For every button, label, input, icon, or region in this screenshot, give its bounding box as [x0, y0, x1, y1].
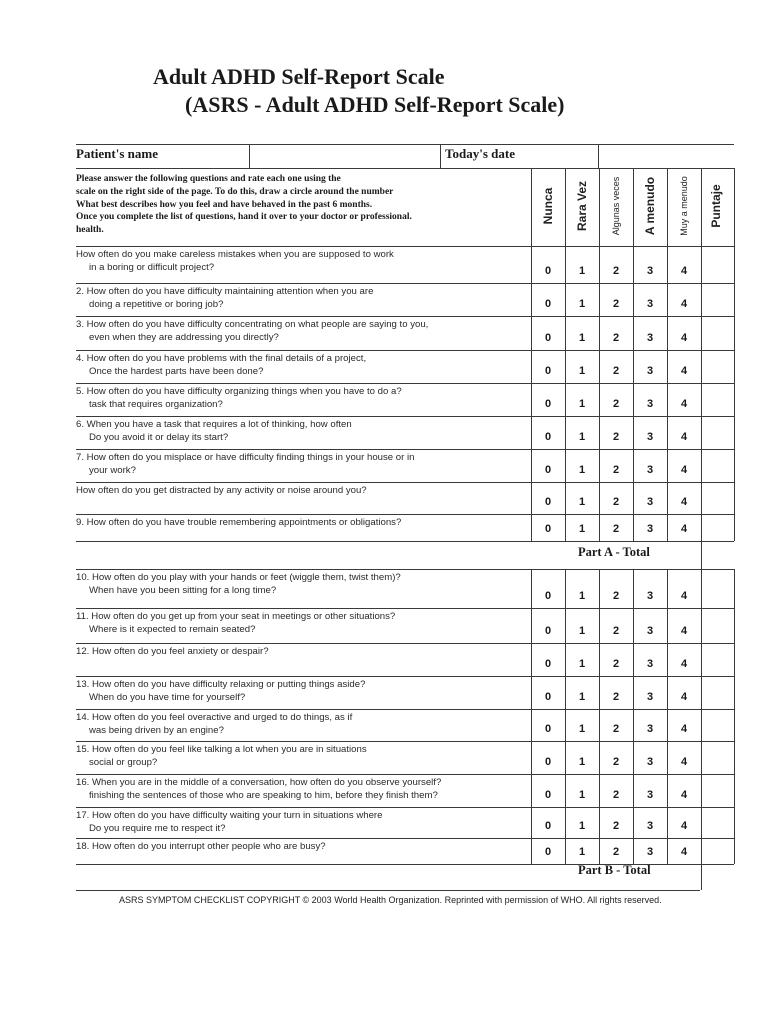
- question-row: [76, 679, 528, 704]
- score-option-3[interactable]: 3: [646, 846, 654, 858]
- score-option-0[interactable]: 0: [544, 464, 552, 476]
- score-option-0[interactable]: 0: [544, 756, 552, 768]
- grid-line: [667, 168, 668, 541]
- question-row: [76, 485, 528, 498]
- question-row: [76, 646, 528, 659]
- score-option-2[interactable]: 2: [612, 298, 620, 310]
- score-option-1[interactable]: 1: [578, 756, 586, 768]
- grid-line: [249, 144, 250, 168]
- score-option-1[interactable]: 1: [578, 365, 586, 377]
- grid-line: [76, 283, 734, 284]
- score-option-4[interactable]: 4: [680, 431, 688, 443]
- puntaje-cell[interactable]: [702, 742, 734, 774]
- grid-line: [734, 569, 735, 864]
- score-option-2[interactable]: 2: [612, 691, 620, 703]
- puntaje-cell[interactable]: [702, 677, 734, 709]
- column-header-rara-vez: Rara Vez: [575, 180, 589, 232]
- part-b-total-label: Part B - Total: [578, 863, 651, 877]
- score-option-1[interactable]: 1: [578, 590, 586, 602]
- score-option-4[interactable]: 4: [680, 590, 688, 602]
- question-text-continued: Once the hardest parts have been done?: [89, 365, 264, 377]
- question-row: [76, 353, 528, 378]
- score-option-0[interactable]: 0: [544, 590, 552, 602]
- score-option-0[interactable]: 0: [544, 691, 552, 703]
- puntaje-cell[interactable]: [702, 839, 734, 864]
- score-option-2[interactable]: 2: [612, 265, 620, 277]
- instructions-line: Please answer the following questions and rate each one using the: [76, 174, 341, 184]
- grid-line: [76, 383, 734, 384]
- grid-line: [440, 144, 441, 168]
- question-text: 4. How often do you have problems with the final details of a project,: [76, 353, 367, 364]
- score-option-2[interactable]: 2: [612, 756, 620, 768]
- score-option-3[interactable]: 3: [646, 756, 654, 768]
- score-option-1[interactable]: 1: [578, 846, 586, 858]
- question-text: 15. How often do you feel like talking a lot when you are in situations: [76, 744, 367, 755]
- grid-line: [76, 514, 734, 515]
- question-text-continued: task that requires organization?: [89, 398, 223, 410]
- score-option-2[interactable]: 2: [612, 365, 620, 377]
- instructions-line: health.: [76, 225, 104, 236]
- grid-line: [734, 168, 735, 541]
- score-option-1[interactable]: 1: [578, 658, 586, 670]
- question-text-continued: in a boring or difficult project?: [89, 261, 215, 273]
- puntaje-cell[interactable]: [702, 351, 734, 383]
- grid-line: [701, 864, 702, 890]
- question-row: [76, 452, 528, 477]
- question-row: [76, 572, 528, 597]
- part-a-total-label: Part A - Total: [578, 545, 650, 559]
- instructions-line: Once you complete the list of questions, hand it over to your doctor or professional.: [76, 212, 412, 223]
- puntaje-cell[interactable]: [702, 284, 734, 316]
- grid-line: [76, 608, 734, 609]
- score-option-2[interactable]: 2: [612, 789, 620, 801]
- score-option-1[interactable]: 1: [578, 723, 586, 735]
- score-option-0[interactable]: 0: [544, 496, 552, 508]
- question-text-continued: Do you avoid it or delay its start?: [89, 431, 229, 443]
- instructions-line: scale on the right side of the page. To do this, draw a circle around the number: [76, 186, 394, 197]
- grid-line: [76, 541, 734, 542]
- score-option-3[interactable]: 3: [646, 789, 654, 801]
- grid-line: [76, 741, 734, 742]
- question-text: 2. How often do you have difficulty maintaining attention when you are: [76, 286, 374, 297]
- score-option-1[interactable]: 1: [578, 332, 586, 344]
- score-option-3[interactable]: 3: [646, 265, 654, 277]
- grid-line: [76, 316, 734, 317]
- question-text: 7. How often do you misplace or have difficulty finding things in your house or in: [76, 452, 415, 463]
- question-row: [76, 249, 528, 274]
- score-option-4[interactable]: 4: [680, 789, 688, 801]
- question-text: 9. How often do you have trouble remembering appointments or obligations?: [76, 517, 402, 528]
- puntaje-cell[interactable]: [702, 384, 734, 416]
- score-option-4[interactable]: 4: [680, 332, 688, 344]
- puntaje-cell[interactable]: [702, 317, 734, 350]
- grid-line: [599, 168, 600, 541]
- question-text-continued: When have you been sitting for a long time?: [89, 584, 277, 596]
- score-option-2[interactable]: 2: [612, 523, 620, 535]
- score-option-1[interactable]: 1: [578, 789, 586, 801]
- score-option-1[interactable]: 1: [578, 691, 586, 703]
- puntaje-cell[interactable]: [702, 417, 734, 449]
- question-row: [76, 744, 528, 769]
- grid-line: [76, 890, 700, 891]
- question-text: How often do you make careless mistakes when you are supposed to work: [76, 249, 394, 260]
- patient-name-label: Patient's name: [76, 146, 158, 161]
- question-text-continued: social or group?: [89, 756, 158, 768]
- grid-line: [76, 168, 734, 169]
- score-option-4[interactable]: 4: [680, 398, 688, 410]
- score-option-3[interactable]: 3: [646, 691, 654, 703]
- score-option-4[interactable]: 4: [680, 523, 688, 535]
- score-option-3[interactable]: 3: [646, 820, 654, 832]
- question-text: 18. How often do you interrupt other people who are busy?: [76, 841, 326, 852]
- score-option-0[interactable]: 0: [544, 298, 552, 310]
- question-text: 14. How often do you feel overactive and urged to do things, as if: [76, 712, 353, 723]
- score-option-4[interactable]: 4: [680, 756, 688, 768]
- question-text: 17. How often do you have difficulty waiting your turn in situations where: [76, 810, 383, 821]
- grid-line: [76, 350, 734, 351]
- score-option-0[interactable]: 0: [544, 265, 552, 277]
- score-option-4[interactable]: 4: [680, 625, 688, 637]
- question-row: [76, 611, 528, 636]
- score-option-4[interactable]: 4: [680, 723, 688, 735]
- grid-line: [531, 168, 532, 541]
- score-option-3[interactable]: 3: [646, 398, 654, 410]
- score-option-3[interactable]: 3: [646, 523, 654, 535]
- grid-line: [701, 541, 702, 569]
- instructions: [76, 173, 446, 237]
- puntaje-cell[interactable]: [702, 644, 734, 676]
- question-text-continued: finishing the sentences of those who are speaking to him, before they finish them?: [89, 789, 438, 801]
- score-option-3[interactable]: 3: [646, 658, 654, 670]
- grid-line: [76, 416, 734, 417]
- puntaje-cell[interactable]: [702, 247, 734, 283]
- question-text: 5. How often do you have difficulty organizing things when you have to do a?: [76, 386, 402, 397]
- score-option-3[interactable]: 3: [646, 365, 654, 377]
- score-option-2[interactable]: 2: [612, 846, 620, 858]
- question-text: 16. When you are in the middle of a conversation, how often do you observe yourself?: [76, 777, 442, 788]
- score-option-3[interactable]: 3: [646, 625, 654, 637]
- puntaje-cell[interactable]: [702, 609, 734, 643]
- puntaje-cell[interactable]: [702, 450, 734, 482]
- grid-line: [633, 168, 634, 541]
- score-option-1[interactable]: 1: [578, 431, 586, 443]
- puntaje-cell[interactable]: [702, 710, 734, 741]
- question-text-continued: even when they are addressing you directly?: [89, 331, 279, 343]
- column-header-nunca: Nunca: [541, 187, 555, 225]
- score-option-0[interactable]: 0: [544, 365, 552, 377]
- score-option-2[interactable]: 2: [612, 625, 620, 637]
- column-header-puntaje: Puntaje: [709, 184, 723, 228]
- question-text-continued: was being driven by an engine?: [89, 724, 224, 736]
- question-row: [76, 810, 528, 835]
- score-option-2[interactable]: 2: [612, 431, 620, 443]
- score-option-4[interactable]: 4: [680, 298, 688, 310]
- score-option-3[interactable]: 3: [646, 332, 654, 344]
- score-option-0[interactable]: 0: [544, 658, 552, 670]
- score-option-4[interactable]: 4: [680, 365, 688, 377]
- copyright-footer: ASRS SYMPTOM CHECKLIST COPYRIGHT © 2003 World Health Organization. Reprinted with permission of WHO. All rights reserved.: [119, 895, 662, 905]
- grid-line: [598, 144, 599, 168]
- score-option-1[interactable]: 1: [578, 523, 586, 535]
- score-option-3[interactable]: 3: [646, 496, 654, 508]
- score-option-4[interactable]: 4: [680, 658, 688, 670]
- score-option-0[interactable]: 0: [544, 820, 552, 832]
- score-option-4[interactable]: 4: [680, 265, 688, 277]
- score-option-1[interactable]: 1: [578, 496, 586, 508]
- grid-line: [76, 709, 734, 710]
- grid-line: [76, 676, 734, 677]
- score-option-1[interactable]: 1: [578, 398, 586, 410]
- score-option-0[interactable]: 0: [544, 523, 552, 535]
- question-text: 3. How often do you have difficulty concentrating on what people are saying to you,: [76, 319, 429, 330]
- grid-line: [76, 246, 734, 247]
- score-option-2[interactable]: 2: [612, 496, 620, 508]
- question-row: [76, 517, 528, 530]
- question-row: [76, 419, 528, 444]
- score-option-2[interactable]: 2: [612, 590, 620, 602]
- score-option-1[interactable]: 1: [578, 820, 586, 832]
- score-option-3[interactable]: 3: [646, 464, 654, 476]
- question-text: How often do you get distracted by any activity or noise around you?: [76, 485, 367, 496]
- column-header-muy-a-menudo: Muy a menudo: [679, 176, 689, 236]
- score-option-2[interactable]: 2: [612, 723, 620, 735]
- todays-date-label: Today's date: [445, 146, 515, 161]
- puntaje-cell[interactable]: [702, 775, 734, 807]
- question-text-continued: When do you have time for yourself?: [89, 691, 246, 703]
- question-row: [76, 841, 528, 854]
- question-text: 10. How often do you play with your hands or feet (wiggle them, twist them)?: [76, 572, 401, 583]
- question-row: [76, 777, 528, 802]
- score-option-3[interactable]: 3: [646, 431, 654, 443]
- score-option-0[interactable]: 0: [544, 846, 552, 858]
- score-option-2[interactable]: 2: [612, 658, 620, 670]
- score-option-4[interactable]: 4: [680, 820, 688, 832]
- question-text: 13. How often do you have difficulty relaxing or putting things aside?: [76, 679, 366, 690]
- puntaje-cell[interactable]: [702, 808, 734, 838]
- question-row: [76, 712, 528, 737]
- score-option-0[interactable]: 0: [544, 398, 552, 410]
- score-option-3[interactable]: 3: [646, 590, 654, 602]
- score-option-4[interactable]: 4: [680, 691, 688, 703]
- score-option-0[interactable]: 0: [544, 431, 552, 443]
- score-option-2[interactable]: 2: [612, 464, 620, 476]
- puntaje-cell[interactable]: [702, 483, 734, 514]
- question-text-continued: doing a repetitive or boring job?: [89, 298, 224, 310]
- grid-line: [565, 168, 566, 541]
- score-option-2[interactable]: 2: [612, 332, 620, 344]
- page-subtitle: (ASRS - Adult ADHD Self-Report Scale): [185, 92, 565, 117]
- score-option-0[interactable]: 0: [544, 723, 552, 735]
- score-option-3[interactable]: 3: [646, 723, 654, 735]
- question-text-continued: Do you require me to respect it?: [89, 822, 226, 834]
- score-option-0[interactable]: 0: [544, 625, 552, 637]
- question-row: [76, 286, 528, 311]
- column-header-a-menudo: A menudo: [643, 176, 657, 236]
- score-option-2[interactable]: 2: [612, 398, 620, 410]
- grid-line: [76, 838, 734, 839]
- score-option-1[interactable]: 1: [578, 464, 586, 476]
- grid-line: [76, 449, 734, 450]
- score-option-3[interactable]: 3: [646, 298, 654, 310]
- score-option-2[interactable]: 2: [612, 820, 620, 832]
- question-text-continued: Where is it expected to remain seated?: [89, 623, 256, 635]
- grid-line: [76, 774, 734, 775]
- question-text: 11. How often do you get up from your seat in meetings or other situations?: [76, 611, 396, 622]
- grid-line: [76, 482, 734, 483]
- score-option-1[interactable]: 1: [578, 625, 586, 637]
- grid-line: [76, 144, 734, 145]
- question-text: 12. How often do you feel anxiety or despair?: [76, 646, 269, 657]
- instructions-line: What best describes how you feel and have behaved in the past 6 months.: [76, 199, 373, 210]
- grid-line: [76, 643, 734, 644]
- score-option-0[interactable]: 0: [544, 789, 552, 801]
- score-option-1[interactable]: 1: [578, 265, 586, 277]
- question-text-continued: your work?: [89, 464, 136, 476]
- column-header-algunas-veces: Algunas veces: [611, 176, 621, 236]
- grid-line: [76, 569, 734, 570]
- question-row: [76, 386, 528, 411]
- puntaje-cell[interactable]: [702, 570, 734, 608]
- score-option-4[interactable]: 4: [680, 496, 688, 508]
- puntaje-cell[interactable]: [702, 515, 734, 541]
- question-row: [76, 319, 528, 344]
- score-option-4[interactable]: 4: [680, 464, 688, 476]
- grid-line: [76, 807, 734, 808]
- score-option-1[interactable]: 1: [578, 298, 586, 310]
- score-option-4[interactable]: 4: [680, 846, 688, 858]
- question-text: 6. When you have a task that requires a lot of thinking, how often: [76, 419, 352, 430]
- page-title: Adult ADHD Self-Report Scale: [153, 64, 445, 89]
- score-option-0[interactable]: 0: [544, 332, 552, 344]
